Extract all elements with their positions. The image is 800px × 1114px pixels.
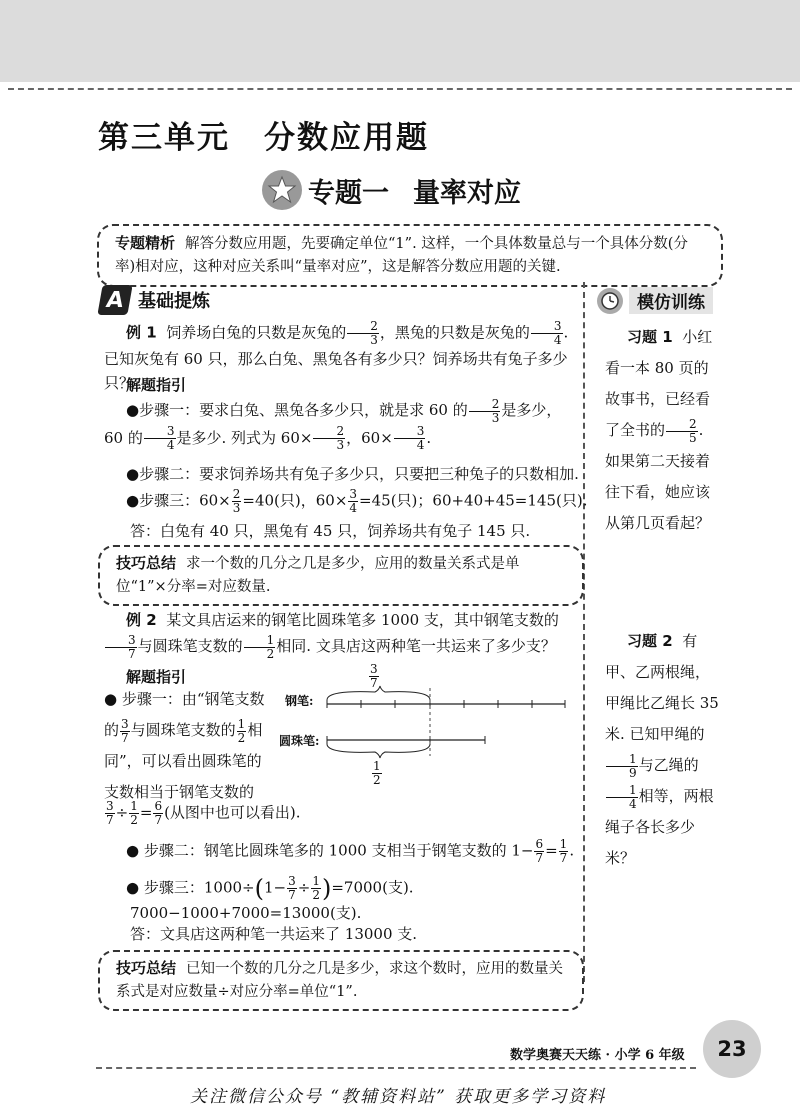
ex2-answer: 答：文具店这两种笔一共运来了 13000 支. bbox=[130, 925, 418, 943]
ex1-s1-frac-a-num: 2 bbox=[469, 398, 501, 412]
ex2-s3-frac-b-den: 2 bbox=[312, 888, 320, 902]
tip-2-label: 技巧总结 bbox=[116, 959, 177, 977]
ex1-s1-frac-d-den: 4 bbox=[416, 438, 425, 452]
diagram-top-frac-den: 7 bbox=[370, 676, 378, 690]
practice-1-frac-den: 5 bbox=[689, 430, 697, 445]
top-band bbox=[0, 0, 800, 82]
ex1-step-1-d: ，60× bbox=[346, 428, 393, 447]
ex1-frac-2 bbox=[531, 320, 563, 347]
ex2-s3-frac-a-den: 7 bbox=[288, 888, 296, 902]
practice-2-text-3: 相等，两根绳子各长多少米？ bbox=[605, 787, 714, 867]
ex2-text-1: 某文具店运来的钢笔比圆珠笔多 1000 支，其中钢笔支数的 bbox=[166, 611, 559, 629]
diagram-bottom-frac-num: 1 bbox=[373, 759, 381, 773]
ex1-s1-frac-d-num: 3 bbox=[394, 425, 426, 439]
example-2-question bbox=[104, 607, 574, 661]
ex2-step-3-a: ● 步骤三：1000÷ bbox=[126, 878, 255, 897]
practice-1-text-2: . 如果第二天接着往下看，她应该从第几页看起？ bbox=[605, 421, 711, 532]
ex1-step-2: ●步骤二：要求饲养场共有兔子多少只，只要把三种兔子的只数相加. bbox=[126, 465, 579, 483]
ex2-step-2 bbox=[126, 838, 574, 865]
diagram-top-frac-num: 3 bbox=[370, 662, 378, 676]
ex1-step-1-e: . bbox=[426, 428, 432, 447]
ex1-s1-frac-b bbox=[144, 425, 176, 452]
ex2-step-1-g: (从图中也可以看出). bbox=[164, 803, 301, 822]
ex1-frac-2-den: 4 bbox=[553, 333, 562, 347]
example-2-guide: 解题指引 bbox=[126, 668, 187, 686]
diagram-lines bbox=[275, 660, 575, 790]
ex1-s3-frac-a bbox=[232, 488, 242, 515]
footer-divider bbox=[96, 1067, 696, 1069]
ex1-s3-frac-a-den: 3 bbox=[232, 501, 241, 515]
ex2-s3-frac-b bbox=[311, 875, 321, 902]
ex2-frac-2-num: 1 bbox=[244, 634, 276, 648]
example-1-label: 例 1 bbox=[126, 323, 157, 342]
ex2-s3-frac-a-num: 3 bbox=[288, 874, 296, 888]
section-b-title: 模仿训练 bbox=[629, 287, 713, 314]
ex2-step-3-e: 7000−1000+7000=13000(支). bbox=[130, 904, 362, 922]
topic-title bbox=[262, 170, 521, 210]
ex2-s1-frac-a-num: 3 bbox=[121, 716, 129, 731]
example-2-label: 例 2 bbox=[126, 611, 157, 629]
ex1-answer: 答：白兔有 40 只，黑兔有 45 只，饲养场共有兔子 145 只. bbox=[130, 522, 531, 540]
ex2-s1-frac-c-num: 3 bbox=[106, 799, 114, 813]
ex2-step-1-b: 与圆珠笔支数的 bbox=[130, 721, 236, 739]
ex2-text-3: 相同. 文具店这两种笔一共运来了多少支？ bbox=[276, 637, 556, 655]
diagram-bottom-frac bbox=[372, 760, 382, 787]
example-1-guide: 解题指引 bbox=[126, 376, 187, 394]
ex1-text-1: 饲养场白兔的只数是灰兔的 bbox=[166, 323, 347, 342]
ex2-s1-frac-c bbox=[105, 800, 115, 827]
ex2-s1-frac-d bbox=[129, 800, 139, 827]
ex2-step-1-e: = bbox=[139, 803, 153, 822]
practice-2-frac-2-num: 1 bbox=[606, 784, 638, 798]
ex2-s1-frac-d-num: 1 bbox=[130, 799, 138, 813]
ex2-step-3-d: =7000(支). bbox=[331, 878, 414, 897]
ex2-s1-frac-c-den: 7 bbox=[106, 813, 114, 827]
ex2-frac-2-den: 2 bbox=[266, 646, 275, 661]
column-divider bbox=[583, 282, 585, 982]
practice-1 bbox=[605, 322, 723, 539]
jingxi-text: 解答分数应用题，先要确定单位“1”. 这样，一个具体数量总与一个具体分数(分率)相对应，这种对应关系叫“量率对应”，这是解答分数应用题的关键. bbox=[115, 236, 688, 275]
page-number bbox=[703, 1020, 761, 1078]
ex1-s3-frac-b bbox=[348, 488, 358, 515]
clock-icon bbox=[597, 288, 623, 314]
ex1-step-1-c: 是多少. 列式为 60× bbox=[176, 428, 313, 447]
ex2-step-3-c: ÷ bbox=[297, 878, 311, 897]
ex2-step-3 bbox=[126, 875, 414, 902]
practice-2-frac-2 bbox=[606, 784, 638, 811]
ex2-s3-frac-b-num: 1 bbox=[312, 874, 320, 888]
ex2-step-2-b: = bbox=[545, 841, 558, 860]
practice-1-label: 习题 1 bbox=[627, 328, 673, 346]
ex2-s2-frac-b-den: 7 bbox=[559, 851, 568, 865]
ex2-s2-frac-a bbox=[534, 838, 544, 865]
ex2-frac-1 bbox=[105, 634, 137, 661]
star-icon bbox=[262, 170, 302, 210]
ex1-step-3-c: =45(只)；60+40+45=145(只). bbox=[359, 491, 588, 510]
ex1-step-3-a: ●步骤三：60× bbox=[126, 491, 231, 510]
ex1-frac-1-num: 2 bbox=[347, 320, 379, 334]
segment-diagram bbox=[275, 660, 575, 790]
jingxi-label: 专题精析 bbox=[115, 234, 176, 252]
ex1-frac-1 bbox=[347, 320, 379, 347]
unit-title bbox=[98, 112, 429, 157]
tip-1-label: 技巧总结 bbox=[116, 554, 177, 572]
footer-note: 关注微信公众号 “教辅资料站” 获取更多学习资料 bbox=[190, 1087, 607, 1107]
ex1-s1-frac-b-den: 4 bbox=[166, 438, 175, 452]
ex2-s1-frac-e-num: 6 bbox=[154, 799, 163, 813]
practice-2-text-2: 与乙绳的 bbox=[638, 756, 699, 774]
ex2-step-1-d: ÷ bbox=[115, 803, 129, 822]
ex1-s3-frac-a-num: 2 bbox=[232, 487, 241, 501]
ex2-frac-2 bbox=[244, 634, 276, 661]
ex2-s1-frac-b bbox=[237, 718, 247, 745]
ex2-s1-frac-a bbox=[120, 718, 130, 745]
ex2-s1-frac-b-num: 1 bbox=[237, 716, 246, 731]
page-number-text: 23 bbox=[717, 1037, 747, 1061]
ex2-s2-frac-a-num: 6 bbox=[535, 837, 544, 851]
section-a-badge: A bbox=[97, 285, 132, 315]
ex1-s1-frac-a bbox=[469, 398, 501, 425]
ex1-text-3: . 已知灰兔有 60 只，那么白兔、黑兔各有多少只？饲养场共有兔子多少只？ bbox=[104, 323, 569, 392]
diagram-pen-label: 钢笔: bbox=[285, 694, 314, 708]
ex1-s1-frac-c bbox=[313, 425, 345, 452]
practice-2-text-1: 有甲、乙两根绳，甲绳比乙绳长 35 米. 已知甲绳的 bbox=[605, 632, 719, 743]
topic-number: 专题一 bbox=[308, 177, 389, 209]
unit-number: 第三单元 bbox=[98, 120, 230, 156]
tip-1-text: 求一个数的几分之几是多少，应用的数量关系式是单位“1”×分率=对应数量. bbox=[116, 556, 520, 595]
ex1-step-3 bbox=[126, 488, 587, 515]
ex1-step-1-b: 是多少，60 的 bbox=[104, 401, 562, 447]
unit-name: 分数应用题 bbox=[264, 120, 429, 156]
jingxi-box bbox=[97, 224, 723, 287]
ex2-s1-frac-b-den: 2 bbox=[237, 730, 246, 745]
ex2-s1-frac-a-den: 7 bbox=[121, 730, 129, 745]
ex1-frac-1-den: 3 bbox=[370, 333, 378, 347]
tip-1-box bbox=[98, 545, 584, 606]
tip-2-box bbox=[98, 950, 584, 1011]
ex2-s2-frac-b-num: 1 bbox=[559, 837, 568, 851]
diagram-ball-label: 圆珠笔: bbox=[279, 734, 320, 748]
ex2-s1-frac-e-den: 7 bbox=[154, 813, 163, 827]
ex2-frac-1-den: 7 bbox=[128, 646, 136, 661]
ex2-step-1-a: ● 步骤一：由“钢笔支数的 bbox=[104, 690, 265, 739]
ex2-step-2-a: ● 步骤二：钢笔比圆珠笔多的 1000 支相当于钢笔支数的 1− bbox=[126, 841, 534, 860]
section-a-title: 基础提炼 bbox=[138, 291, 210, 312]
ex1-s3-frac-b-den: 4 bbox=[349, 501, 358, 515]
ex2-step-1-result bbox=[104, 800, 404, 827]
practice-1-frac bbox=[666, 418, 698, 445]
section-b-heading bbox=[597, 287, 713, 314]
practice-2-frac-1-den: 9 bbox=[629, 765, 637, 780]
ex2-s2-frac-a-den: 7 bbox=[535, 851, 544, 865]
ex2-text-2: 与圆珠笔支数的 bbox=[137, 637, 243, 655]
practice-2-frac-1-num: 1 bbox=[606, 753, 638, 767]
practice-2-label: 习题 2 bbox=[627, 632, 673, 650]
ex2-frac-1-num: 3 bbox=[105, 634, 137, 648]
ex1-s1-frac-a-den: 3 bbox=[491, 410, 500, 425]
ex2-s1-frac-e bbox=[153, 800, 163, 827]
ex2-step-3-b: 1− bbox=[263, 878, 287, 897]
ex2-step-1 bbox=[104, 684, 274, 808]
ex1-s1-frac-b-num: 3 bbox=[144, 425, 176, 439]
tip-2-text: 已知一个数的几分之几是多少，求这个数时，应用的数量关系式是对应数量÷对应分率=单位“1”. bbox=[116, 961, 564, 1000]
ex1-s1-frac-c-den: 3 bbox=[336, 438, 345, 452]
ex2-s2-frac-b bbox=[559, 838, 569, 865]
ex1-step-1-a: ●步骤一：要求白兔、黑兔各多少只，就是求 60 的 bbox=[126, 401, 468, 419]
ex2-s3-frac-a bbox=[287, 875, 297, 902]
section-a-heading bbox=[100, 285, 210, 315]
ex1-text-2: ，黑兔的只数是灰兔的 bbox=[379, 323, 530, 342]
practice-2-frac-1 bbox=[606, 753, 638, 780]
ex1-step-1 bbox=[104, 397, 574, 452]
ex1-s1-frac-d bbox=[394, 425, 426, 452]
ex1-step-3-b: =40(只)，60× bbox=[242, 491, 348, 510]
book-series: 数学奥赛天天练 · 小学 6 年级 bbox=[510, 1048, 685, 1063]
top-divider bbox=[8, 88, 792, 90]
practice-1-text-1: 小红看一本 80 页的故事书，已经看了全书的 bbox=[605, 328, 713, 439]
practice-2 bbox=[605, 626, 723, 874]
ex1-s1-frac-c-num: 2 bbox=[313, 425, 345, 439]
paren-close: ) bbox=[321, 874, 332, 903]
practice-2-frac-2-den: 4 bbox=[629, 796, 637, 811]
ex2-s1-frac-d-den: 2 bbox=[130, 813, 138, 827]
diagram-bottom-frac-den: 2 bbox=[373, 773, 381, 787]
ex2-step-2-d: . bbox=[569, 841, 575, 860]
practice-1-frac-num: 2 bbox=[666, 418, 698, 432]
ex2-step-1-c: 相同”，可以看出圆珠笔的支数相当于钢笔支数的 bbox=[104, 721, 263, 801]
ex1-frac-2-num: 3 bbox=[531, 320, 563, 334]
topic-name: 量率对应 bbox=[413, 177, 521, 209]
ex1-s3-frac-b-num: 3 bbox=[349, 487, 358, 501]
paren-open: ( bbox=[254, 874, 264, 903]
